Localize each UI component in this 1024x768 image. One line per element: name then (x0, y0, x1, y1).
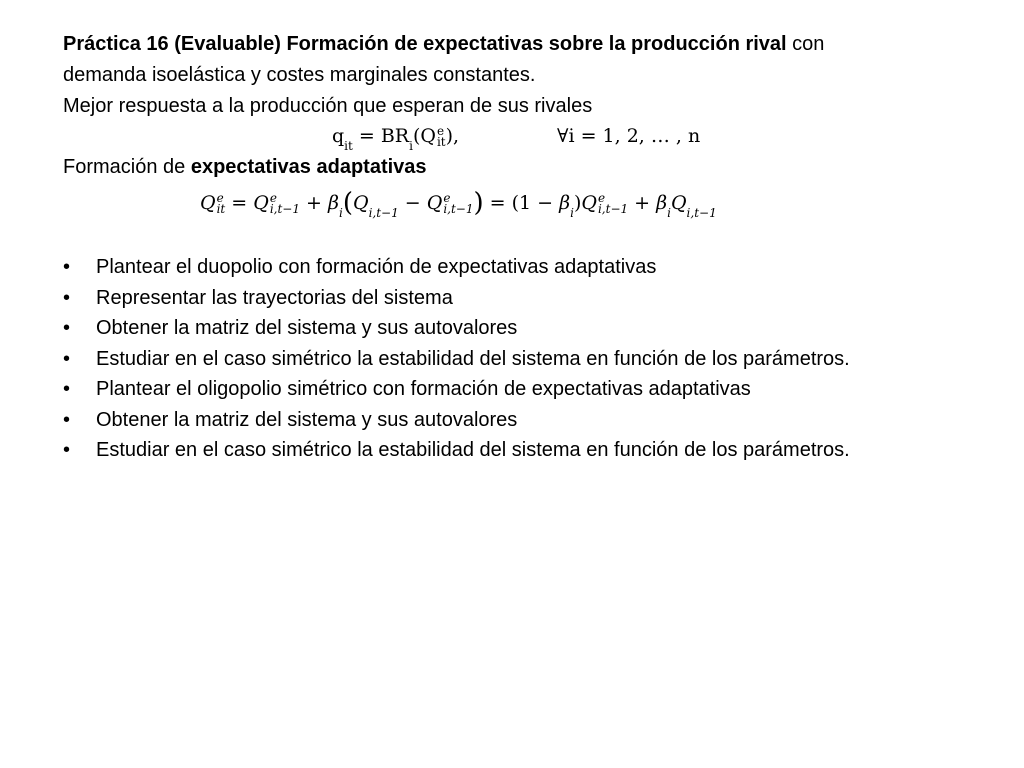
list-item (63, 283, 850, 314)
ae-q6-sub: i,t−1 (686, 205, 717, 220)
ae-q3: Q (352, 192, 369, 214)
list-item-text: Plantear el duopolio con formación de expectativas adaptativas (96, 256, 657, 278)
expectations-bold: expectativas adaptativas (190, 156, 427, 178)
title-bold: Práctica 16 (Evaluable) Formación de expectativas sobre la producción rival (63, 33, 787, 55)
ae-q4-sub: i,t−1 (443, 202, 474, 216)
eq-open-q: (Q (412, 125, 436, 147)
ae-q2: Q (253, 192, 269, 214)
ae-q1-subsup (217, 193, 226, 215)
title-line-1 (63, 32, 824, 56)
ae-beta1-sub: i (338, 205, 343, 220)
bullet-icon: • (63, 408, 71, 431)
list-item-text: Estudiar en el caso simétrico la estabilidad del sistema en función de los parámetros. (96, 439, 850, 461)
ae-close2: ) (573, 192, 582, 214)
ae-q1-sup: e (216, 191, 224, 205)
ae-beta2-sub: i (570, 205, 574, 220)
ae-q2-subsup (270, 193, 300, 215)
ae-lparen: ( (342, 188, 353, 218)
eq-br-sub: i (409, 138, 413, 153)
ae-plus2: + (628, 192, 657, 214)
bullet-icon: • (63, 439, 71, 461)
bullet-icon: • (63, 378, 71, 400)
ae-q5: Q (581, 192, 597, 214)
adaptive-equation (200, 188, 717, 220)
best-response-equation (332, 124, 460, 153)
ae-q1-sub: it (216, 202, 226, 216)
list-item-text: Plantear el oligopolio simétrico con formación de expectativas adaptativas (96, 378, 751, 400)
title-rest: con (786, 33, 825, 55)
ae-q6: Q (670, 192, 687, 214)
expectations-text (63, 155, 427, 179)
eq-q-sub2: it (436, 135, 446, 149)
ae-plus1: + (300, 192, 328, 214)
eq-q: q (332, 125, 345, 147)
ae-q5-sup: e (597, 191, 606, 205)
ae-q4-subsup (443, 193, 473, 215)
bullet-icon: • (63, 317, 71, 339)
bullet-icon: • (63, 256, 71, 278)
eq-q-sup: e (436, 124, 445, 138)
task-bullet-list (63, 252, 850, 466)
ae-q5-sub: i,t−1 (597, 202, 629, 216)
ae-rparen: ) (473, 188, 484, 218)
list-item (63, 435, 850, 466)
ae-q4: Q (426, 192, 443, 214)
best-response-text: Mejor respuesta a la producción que esperan de sus rivales (63, 95, 593, 117)
list-item (63, 344, 850, 375)
ae-q2-sub: i,t−1 (269, 202, 300, 216)
ae-eq2: = (1 − (483, 192, 560, 214)
list-item (63, 405, 850, 436)
list-item-text: Estudiar en el caso simétrico la estabilidad del sistema en función de los parámetros. (96, 347, 850, 370)
ae-q4-sup: e (443, 191, 451, 205)
ae-minus: − (398, 192, 427, 214)
ae-q2-sup: e (269, 191, 277, 205)
list-item-text: Obtener la matriz del sistema y sus autovalores (96, 408, 518, 431)
title-line-2: demanda isoelástica y costes marginales constantes. (63, 64, 536, 86)
list-item (63, 374, 850, 405)
eq-close: ), (445, 125, 460, 147)
bullet-icon: • (63, 347, 71, 370)
list-item (63, 252, 850, 283)
eq-q-sub: it (344, 138, 353, 153)
eq-equals-br: = BR (352, 125, 410, 147)
eq-q-subsup (437, 126, 446, 148)
list-item (63, 313, 850, 344)
ae-beta2: β (559, 192, 571, 214)
forall-equation: ∀i = 1, 2, … , n (557, 125, 701, 147)
list-item-text: Representar las trayectorias del sistema (96, 286, 453, 309)
list-item-text: Obtener la matriz del sistema y sus autovalores (96, 317, 518, 339)
expectations-plain: Formación de (63, 156, 191, 178)
bullet-icon: • (63, 286, 71, 309)
ae-beta1: β (328, 192, 339, 214)
ae-beta3: β (656, 192, 668, 214)
ae-q1: Q (200, 192, 216, 214)
ae-q5-subsup (598, 193, 628, 215)
ae-q3-sub: i,t−1 (368, 205, 399, 220)
ae-beta3-sub: i (667, 205, 671, 220)
ae-eq1: = (225, 192, 254, 214)
